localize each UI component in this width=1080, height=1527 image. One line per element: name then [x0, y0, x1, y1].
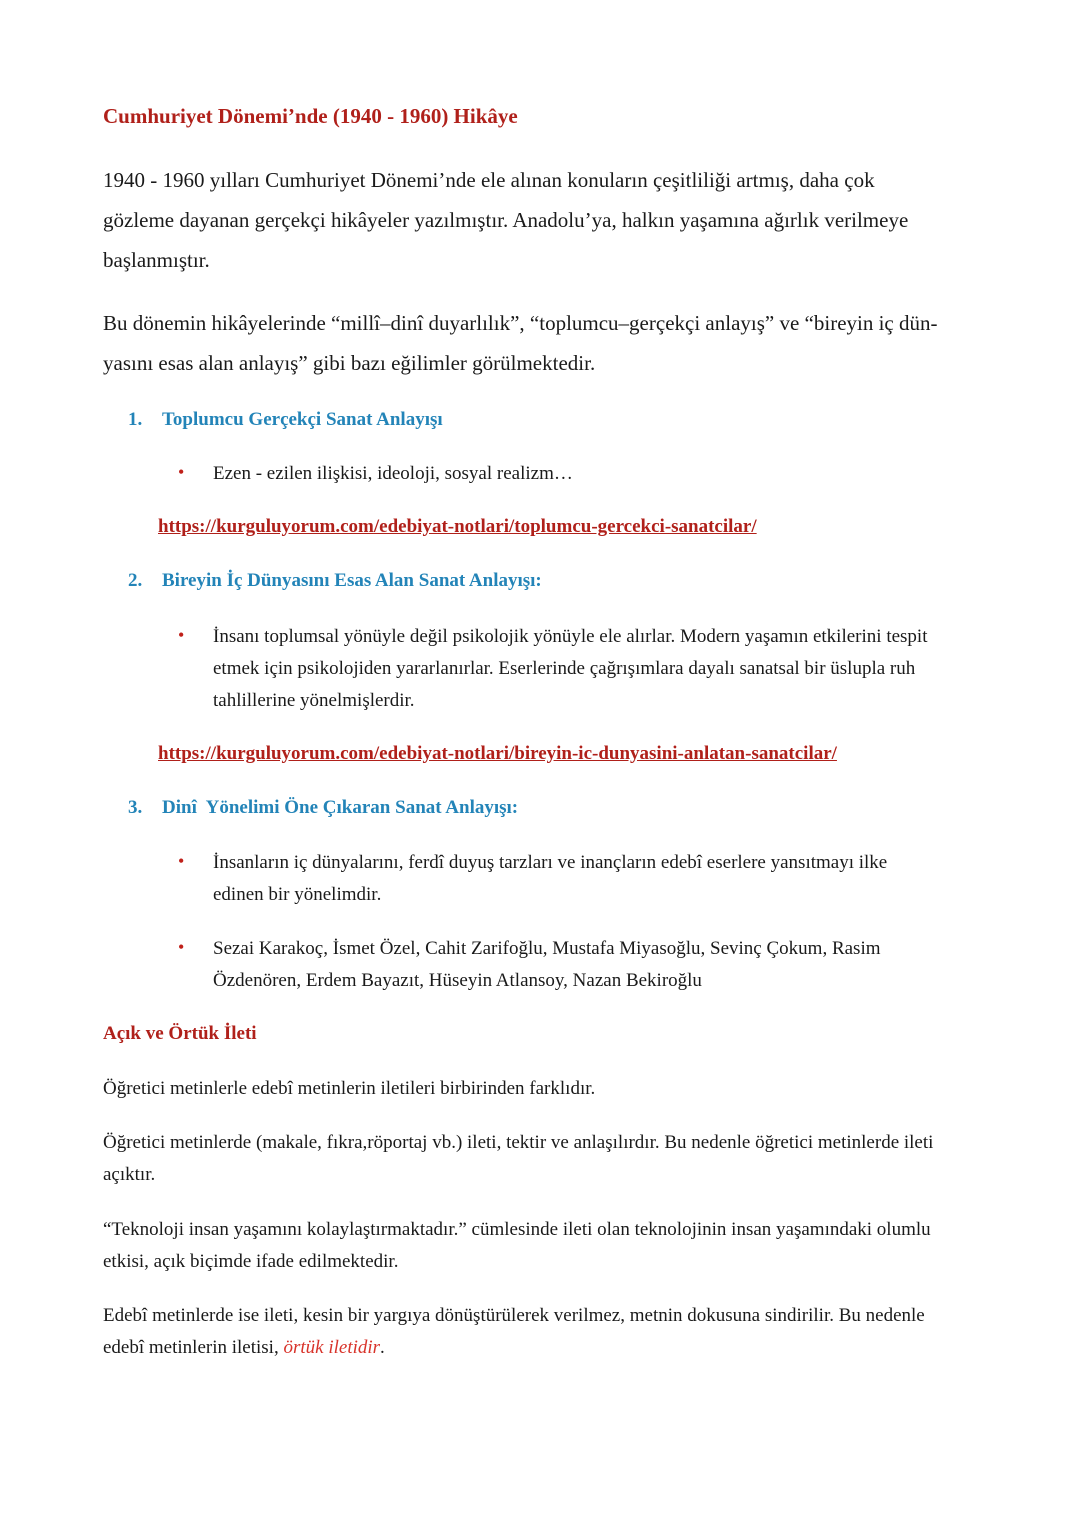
message-paragraph-2 — [103, 1127, 983, 1191]
text-line: gözleme dayanan gerçekçi hikâyeler yazılmıştır. Anadolu’ya, halkın yaşamına ağırlık verilmeye — [103, 208, 909, 232]
list-number: 1. — [128, 409, 143, 430]
page-title: Cumhuriyet Dönemi’nde (1940 - 1960) Hikâye — [103, 104, 518, 128]
section-heading-text: Toplumcu Gerçekçi Sanat Anlayışı — [162, 409, 443, 430]
link-toplumcu-gercekci[interactable]: https://kurguluyorum.com/edebiyat-notlari/toplumcu-gercekci-sanatcilar/ — [158, 516, 757, 537]
bullet-item — [213, 621, 983, 717]
text-line: Bu dönemin hikâyelerinde “millî–dinî duyarlılık”, “toplumcu–gerçekçi anlayış” ve “bireyin iç dün- — [103, 311, 938, 335]
text-line: Öğretici metinlerde (makale, fıkra,röportaj vb.) ileti, tektir ve anlaşılırdır. Bu nedenle öğretici metinlerde ileti — [103, 1132, 934, 1153]
section-heading-text: Bireyin İç Dünyasını Esas Alan Sanat Anlayışı: — [162, 570, 542, 591]
text-line: Edebî metinlerde ise ileti, kesin bir yargıya dönüştürülerek verilmez, metnin dokusuna sindirilir. Bu nedenle — [103, 1305, 925, 1326]
bullet-item — [213, 847, 983, 911]
section-heading-message: Açık ve Örtük İleti — [103, 1023, 257, 1044]
section-heading-2 — [128, 570, 542, 592]
text-line: İnsanların iç dünyalarını, ferdî duyuş tarzları ve inançların edebî eserlere yansıtmayı ilke — [213, 852, 888, 873]
text-span: edebî metinlerin iletisi, — [103, 1337, 284, 1358]
text-line: yasını esas alan anlayış” gibi bazı eğilimler görülmektedir. — [103, 351, 596, 375]
bullet-icon: • — [178, 625, 185, 645]
text-line: edinen bir yönelimdir. — [213, 884, 382, 905]
bullet-icon: • — [178, 462, 185, 482]
section-heading-1 — [128, 409, 443, 431]
emphasis-ortuk-iletidir: örtük iletidir — [283, 1337, 381, 1358]
text-line: Ezen - ezilen ilişkisi, ideoloji, sosyal realizm… — [213, 463, 573, 484]
message-paragraph-3 — [103, 1214, 983, 1278]
intro-paragraph-2 — [103, 303, 983, 383]
text-line: İnsanı toplumsal yönüyle değil psikolojik yönüyle ele alırlar. Modern yaşamın etkilerini tespit — [213, 626, 928, 647]
text-line: etkisi, açık biçimde ifade edilmektedir. — [103, 1251, 399, 1272]
bullet-icon: • — [178, 851, 185, 871]
message-paragraph-1 — [103, 1073, 983, 1105]
list-number: 3. — [128, 797, 143, 818]
bullet-item — [213, 933, 983, 997]
link-bireyin-ic-dunyasi[interactable]: https://kurguluyorum.com/edebiyat-notlari/bireyin-ic-dunyasini-anlatan-sanatcilar/ — [158, 743, 837, 764]
text-line: açıktır. — [103, 1164, 156, 1185]
text-line: 1940 - 1960 yılları Cumhuriyet Dönemi’nde ele alınan konuların çeşitliliği artmış, daha çok — [103, 168, 875, 192]
section-heading-3 — [128, 797, 518, 819]
bullet-icon: • — [178, 937, 185, 957]
bullet-item — [213, 458, 983, 490]
text-line: “Teknoloji insan yaşamını kolaylaştırmaktadır.” cümlesinde ileti olan teknolojinin insan yaşamındaki olumlu — [103, 1219, 931, 1240]
text-span: . — [380, 1337, 385, 1358]
text-line: Öğretici metinlerle edebî metinlerin iletileri birbirinden farklıdır. — [103, 1078, 596, 1099]
text-line: Özdenören, Erdem Bayazıt, Hüseyin Atlansoy, Nazan Bekiroğlu — [213, 970, 702, 991]
message-paragraph-4 — [103, 1300, 983, 1364]
section-heading-text: Dinî Yönelimi Öne Çıkaran Sanat Anlayışı: — [162, 797, 519, 818]
text-line: Sezai Karakoç, İsmet Özel, Cahit Zarifoğlu, Mustafa Miyasoğlu, Sevinç Çokum, Rasim — [213, 938, 881, 959]
text-line: başlanmıştır. — [103, 248, 210, 272]
text-line — [103, 1332, 983, 1364]
text-line: tahlillerine yönelmişlerdir. — [213, 690, 415, 711]
list-number: 2. — [128, 570, 143, 591]
intro-paragraph-1 — [103, 160, 983, 280]
text-line: etmek için psikolojiden yararlanırlar. Eserlerinde çağrışımlara dayalı sanatsal bir üslupla ruh — [213, 658, 916, 679]
